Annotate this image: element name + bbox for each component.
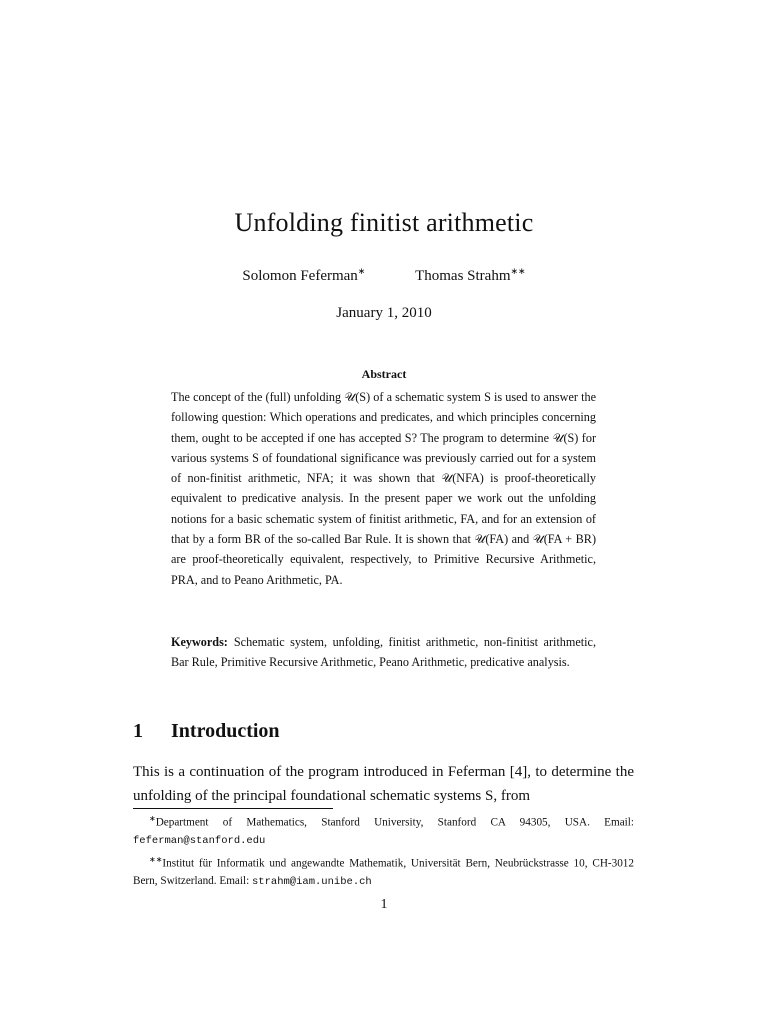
page-number: 1 (380, 897, 388, 912)
keywords-block (171, 632, 596, 673)
footnotes (133, 810, 634, 891)
section-title: Introduction (171, 720, 280, 742)
footnote-mark: ∗ (149, 814, 156, 823)
footnote-text: Institut für Informatik und angewandte Mathematik, Universität Bern, Neubrückstrasse 10, CH-3012 Bern, Switzerland. Email: (133, 857, 634, 887)
footnote-mark: ∗∗ (510, 266, 526, 276)
author-list (0, 268, 768, 285)
section-heading (133, 720, 280, 743)
footnote-text: Department of Mathematics, Stanford University, Stanford CA 94305, USA. Email: (155, 816, 634, 829)
paper-date: January 1, 2010 (336, 305, 432, 321)
keywords-text: Schematic system, unfolding, finitist arithmetic, non-finitist arithmetic, Bar Rule, Primitive Recursive Arithmetic, Peano Arithmetic, predicative analysis. (171, 635, 596, 670)
footnote-mark: ∗∗ (149, 854, 163, 864)
author-name: Thomas Strahm (415, 268, 511, 284)
email-link[interactable]: feferman@stanford.edu (133, 835, 266, 848)
abstract-body (171, 387, 596, 590)
paper-title: Unfolding finitist arithmetic (234, 208, 534, 237)
introduction-paragraph: This is a continuation of the program introduced in Feferman [4], to determine the unfolding of the principal foundational schematic systems S, from (133, 764, 634, 804)
footnote-strahm (133, 851, 634, 892)
abstract-text: The concept of the (full) unfolding 𝒰(S) of a schematic system S is used to answer the following question: Which operations and predicates, and which principles concerning them, ought to be accepted if one has accepted S? The program to determine 𝒰(S) for various systems S of foundational significance was previously carried out for a system of non-finitist arithmetic, NFA; it was shown that 𝒰(NFA) is proof-theoretically equivalent to predicative analysis. In the present paper we work out the unfolding notions for a basic schematic system of finitist arithmetic, FA, and for an extension of that by a form BR of the so-called Bar Rule. It is shown that 𝒰(FA) and 𝒰(FA + BR) are proof-theoretically equivalent, respectively, to Primitive Recursive Arithmetic, PRA, and to Peano Arithmetic, PA. (171, 390, 596, 587)
author-feferman (242, 268, 365, 285)
author-strahm (415, 268, 526, 285)
email-link[interactable]: strahm@iam.unibe.ch (252, 875, 372, 888)
section-number: 1 (133, 720, 143, 742)
abstract-heading: Abstract (361, 367, 407, 381)
author-name: Solomon Feferman (242, 268, 358, 284)
footnote-mark: ∗ (357, 266, 366, 276)
footnote-feferman (133, 810, 634, 851)
keywords-label: Keywords: (171, 635, 228, 649)
footnote-rule (133, 808, 333, 809)
